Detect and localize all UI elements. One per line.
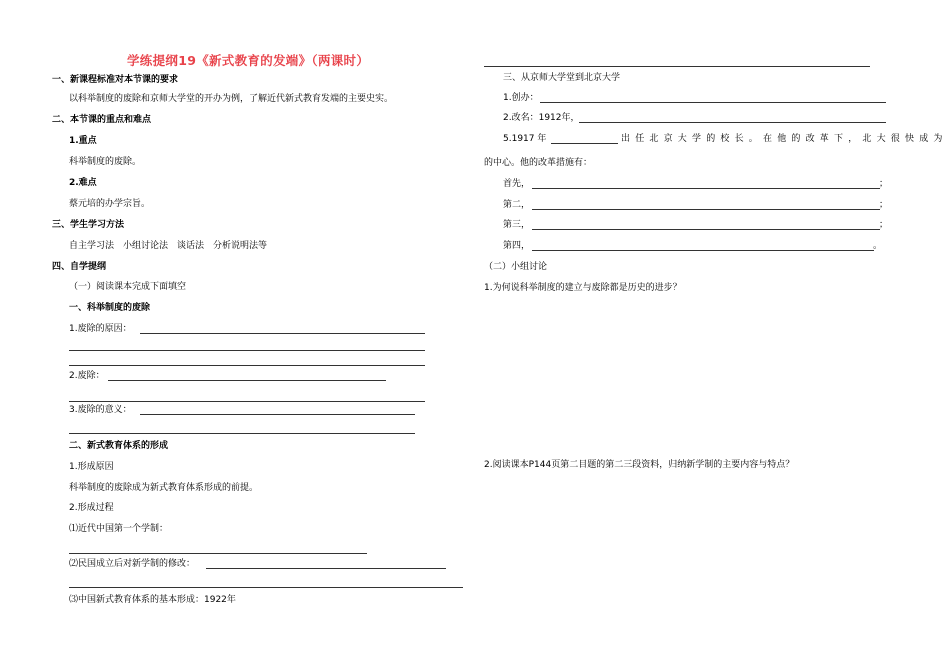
- answer-line[interactable]: [69, 587, 463, 588]
- part-2-item-2: ⑵民国成立后对新学制的修改：: [69, 559, 196, 569]
- answer-line[interactable]: [551, 143, 618, 144]
- key-point-text: 科举制度的废除。: [69, 157, 142, 167]
- part-1-q2-label: 2.废除：: [69, 371, 105, 381]
- part-2-item-3: ⑶中国新式教育体系的基本形成：1922年: [69, 595, 236, 605]
- part-3-q5-continuation: 的中心。他的改革措施有：: [484, 158, 593, 168]
- part-3-q2-label: 2.改名：1912年，: [503, 113, 580, 123]
- answer-line[interactable]: [484, 66, 870, 67]
- part-3-q1-label: 1.创办：: [503, 93, 539, 103]
- section-3-heading: 三、学生学习方法: [52, 220, 125, 230]
- part-3-heading: 三、从京师大学堂到北京大学: [503, 73, 621, 83]
- part-3-q5-label: 5.1917 年: [503, 134, 547, 144]
- part-3-q5-text: 出任北京大学的校长。在他的改革下，北大很快成为: [621, 134, 948, 144]
- section-4-subheading: （一）阅读课本完成下面填空: [69, 282, 187, 292]
- part-1-q1-label: 1.废除的原因：: [69, 324, 132, 334]
- measure-1-label: 首先，: [503, 179, 531, 189]
- page-title: 学练提纲19《新式教育的发端》（两课时）: [127, 53, 370, 68]
- measure-4-end: 。: [873, 241, 883, 251]
- answer-line[interactable]: [579, 122, 886, 123]
- answer-line[interactable]: [206, 568, 446, 569]
- part-1-heading: 一、科举制度的废除: [69, 303, 151, 313]
- measure-3-label: 第三，: [503, 220, 531, 230]
- section-4-heading: 四、自学提纲: [52, 262, 107, 272]
- answer-line[interactable]: [140, 414, 415, 415]
- section-1-text: 以科举制度的废除和京师大学堂的开办为例，了解近代新式教育发端的主要史实。: [69, 94, 394, 104]
- part-2-q1-label: 1.形成原因: [69, 462, 114, 472]
- measure-4-label: 第四，: [503, 241, 531, 251]
- part-1-q3-label: 3.废除的意义：: [69, 405, 132, 415]
- key-point-label: 1.重点: [69, 136, 97, 146]
- part-2-q1-text: 科举制度的废除成为新式教育体系形成的前提。: [69, 483, 259, 493]
- answer-line[interactable]: [540, 102, 886, 103]
- answer-line[interactable]: [69, 433, 415, 434]
- difficulty-text: 蔡元培的办学宗旨。: [69, 199, 151, 209]
- difficulty-label: 2.难点: [69, 178, 97, 188]
- answer-line[interactable]: [69, 365, 425, 366]
- answer-line[interactable]: [532, 188, 880, 189]
- discussion-question-2: 2.阅读课本P144页第二目题的第二三段资料，归纳新学制的主要内容与特点？: [484, 460, 795, 470]
- discussion-heading: （二）小组讨论: [484, 262, 548, 272]
- measure-2-label: 第二，: [503, 200, 531, 210]
- answer-line[interactable]: [69, 401, 425, 402]
- section-2-heading: 二、本节课的重点和难点: [52, 115, 152, 125]
- answer-line[interactable]: [108, 380, 386, 381]
- measure-3-end: ；: [879, 220, 889, 230]
- measure-2-end: ；: [879, 200, 889, 210]
- answer-line[interactable]: [69, 350, 425, 351]
- part-2-q2-label: 2.形成过程: [69, 503, 114, 513]
- part-2-item-1: ⑴近代中国第一个学制：: [69, 524, 169, 534]
- answer-line[interactable]: [69, 553, 367, 554]
- answer-line[interactable]: [140, 333, 425, 334]
- answer-line[interactable]: [532, 250, 874, 251]
- part-2-heading: 二、新式教育体系的形成: [69, 441, 169, 451]
- section-3-text: 自主学习法 小组讨论法 谈话法 分析说明法等: [69, 241, 268, 251]
- measure-1-end: ；: [879, 179, 889, 189]
- answer-line[interactable]: [532, 229, 880, 230]
- discussion-question-1: 1.为何说科举制度的建立与废除都是历史的进步？: [484, 283, 682, 293]
- section-1-heading: 一、新课程标准对本节课的要求: [52, 75, 179, 85]
- answer-line[interactable]: [532, 209, 880, 210]
